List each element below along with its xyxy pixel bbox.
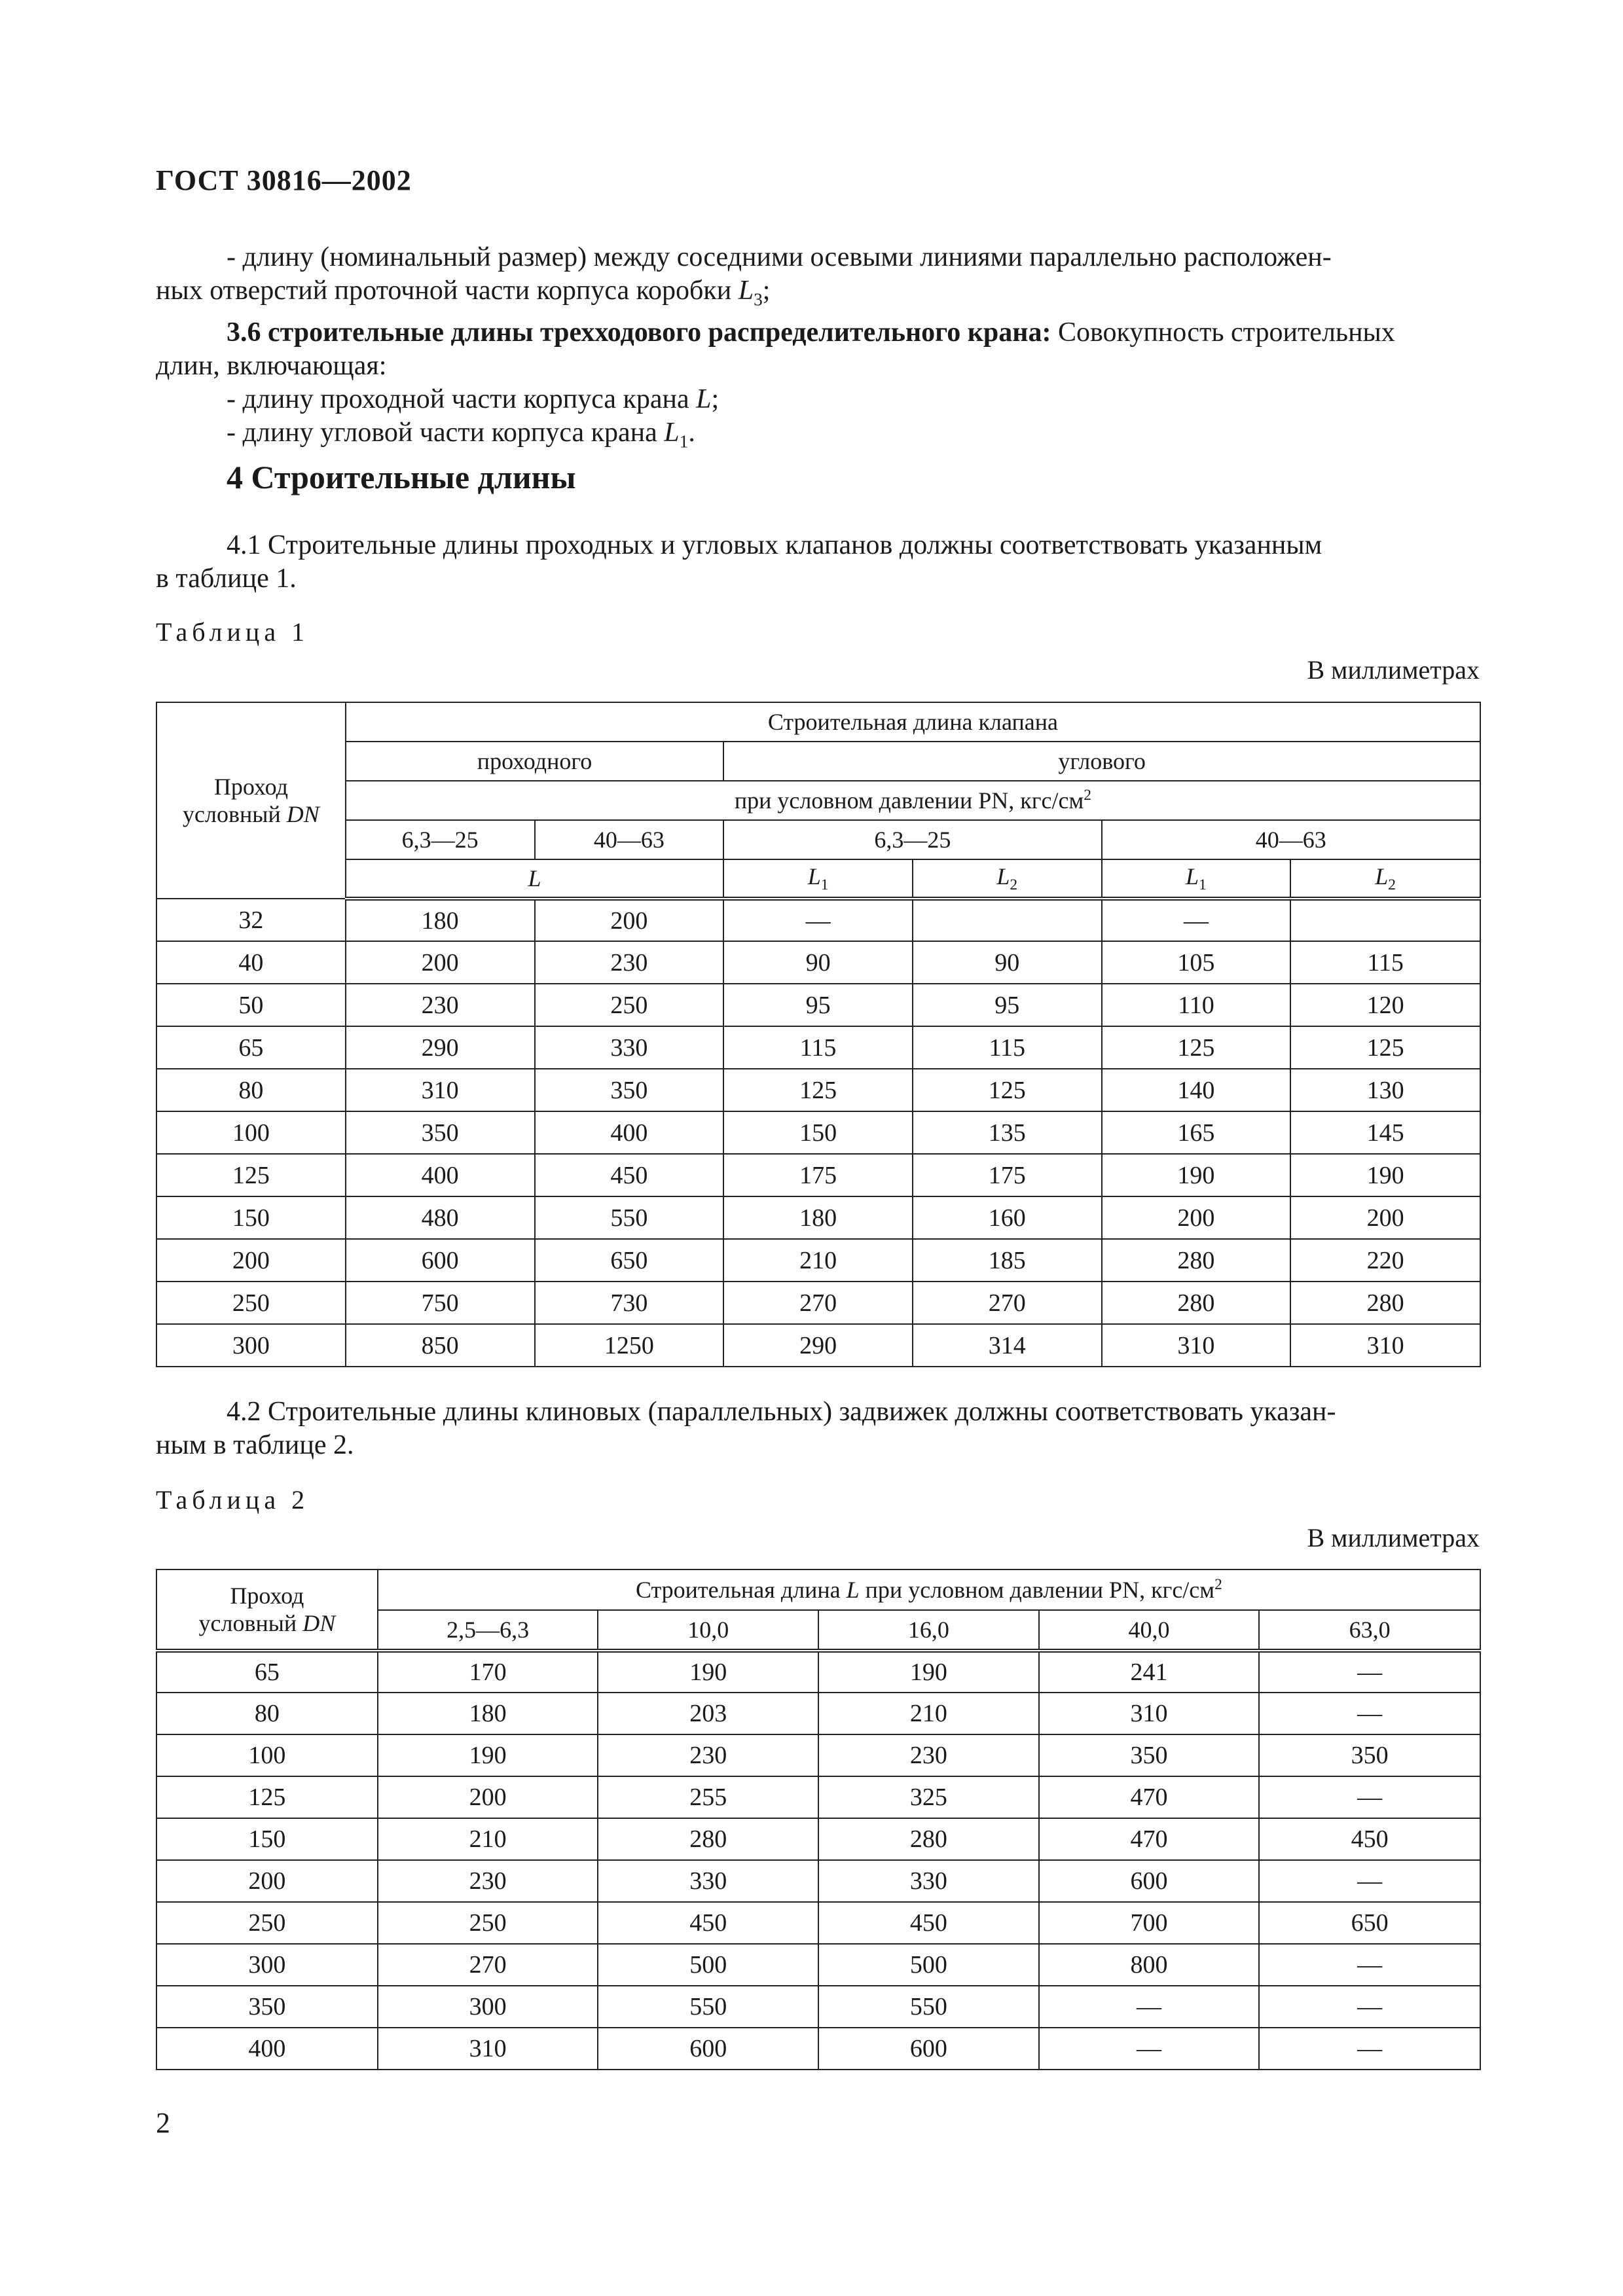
table2-cell: 700	[1039, 1902, 1260, 1944]
table1-cell: 40	[156, 941, 346, 984]
table2-cell: 400	[156, 2028, 378, 2070]
table1-group-title: Строительная длина клапана	[346, 702, 1480, 742]
table1-row	[156, 984, 1480, 1026]
table2-cell: 125	[156, 1776, 378, 1818]
item-l3-line2: ных отверстий проточной части корпуса коробки $L_3$;	[156, 276, 771, 310]
definition-3-6: 3.6 строительные длины трехходового распределительного крана: Совокупность строительных	[227, 317, 1395, 348]
table2-cell: —	[1259, 1860, 1480, 1902]
table1-row	[156, 1111, 1480, 1154]
table1-cell: 135	[913, 1111, 1102, 1154]
table1-cell: 400	[346, 1154, 535, 1196]
table2-cell: —	[1259, 1986, 1480, 2028]
table2-cell: —	[1039, 1986, 1260, 2028]
table1-sym-l2: $L_2$	[1290, 859, 1480, 899]
table1-cell: 110	[1102, 984, 1291, 1026]
table2-cell: 210	[378, 1818, 598, 1860]
table2-pressure: 63,0	[1259, 1610, 1480, 1651]
table2-cell: 170	[378, 1651, 598, 1693]
table1-cell: 350	[535, 1069, 724, 1111]
table2-cell: 600	[598, 2028, 818, 2070]
table2-cell: 80	[156, 1693, 378, 1734]
item-l3-line1: - длину (номинальный размер) между соседними осевыми линиями параллельно расположен-	[227, 242, 1332, 272]
table1-cell: 1250	[535, 1324, 724, 1367]
table1-cell: 130	[1290, 1069, 1480, 1111]
table1-row	[156, 1026, 1480, 1069]
table2-row	[156, 1944, 1480, 1986]
table1-row	[156, 1324, 1480, 1367]
table1-cell: 480	[346, 1196, 535, 1239]
table1-cell: 290	[723, 1324, 913, 1367]
table1-cell: 150	[156, 1196, 346, 1239]
table1-cell: 650	[535, 1239, 724, 1282]
table2-cell: 310	[378, 2028, 598, 2070]
table2-row	[156, 1776, 1480, 1818]
table1-cell: 270	[913, 1282, 1102, 1324]
table1-cell: 150	[723, 1111, 913, 1154]
table2-cell: 230	[598, 1734, 818, 1776]
table1-cell: 450	[535, 1154, 724, 1196]
table2-cell: 280	[818, 1818, 1039, 1860]
table1-row	[156, 941, 1480, 984]
table1-row	[156, 1282, 1480, 1324]
table2-cell: 190	[378, 1734, 598, 1776]
table1-cell: 300	[156, 1324, 346, 1367]
table2-cell: 650	[1259, 1902, 1480, 1944]
table2-cell: 200	[156, 1860, 378, 1902]
table1-cell: 65	[156, 1026, 346, 1069]
table2-cell: —	[1259, 1944, 1480, 1986]
table1-cell	[1290, 899, 1480, 941]
table1-cell: 314	[913, 1324, 1102, 1367]
table2-row	[156, 1986, 1480, 2028]
table2-cell: —	[1259, 1693, 1480, 1734]
table2-cell: 600	[818, 2028, 1039, 2070]
table2-cell: 241	[1039, 1651, 1260, 1693]
table2-cell: 330	[598, 1860, 818, 1902]
table1-cell: 115	[913, 1026, 1102, 1069]
table1-row	[156, 899, 1480, 941]
table2-row	[156, 2028, 1480, 2070]
table2-row	[156, 1651, 1480, 1693]
table2-cell: 230	[818, 1734, 1039, 1776]
table1-cell: 125	[156, 1154, 346, 1196]
table1-cell: 250	[535, 984, 724, 1026]
table2-cell: 550	[818, 1986, 1039, 2028]
table2-cell: 310	[1039, 1693, 1260, 1734]
table2-cell: 300	[156, 1944, 378, 1986]
table1-cell: 280	[1102, 1282, 1291, 1324]
table2-cell: 500	[818, 1944, 1039, 1986]
table1-row	[156, 1154, 1480, 1196]
table1-cell: 175	[723, 1154, 913, 1196]
table1-cell: 310	[346, 1069, 535, 1111]
table2-cell: 600	[1039, 1860, 1260, 1902]
table1-row	[156, 1196, 1480, 1239]
table1-units: В миллиметрах	[1307, 655, 1480, 685]
table1-cell: 190	[1290, 1154, 1480, 1196]
table2-row	[156, 1818, 1480, 1860]
table2-cell: 180	[378, 1693, 598, 1734]
table1-cell: 100	[156, 1111, 346, 1154]
table2-cell: 210	[818, 1693, 1039, 1734]
table1-cell: 200	[535, 899, 724, 941]
table2-cell: 325	[818, 1776, 1039, 1818]
table1-cell: 175	[913, 1154, 1102, 1196]
table2-pressure: 2,5—6,3	[378, 1610, 598, 1651]
table2-cell: 280	[598, 1818, 818, 1860]
paragraph-4-1: 4.1 Строительные длины проходных и угловых клапанов должны соответствовать указанным в таблице 1.	[156, 530, 1322, 594]
table2	[156, 1569, 1481, 2070]
table1-cell: 200	[156, 1239, 346, 1282]
table1-cell: 310	[1102, 1324, 1291, 1367]
table2-row	[156, 1860, 1480, 1902]
table1-cell: 125	[1290, 1026, 1480, 1069]
table2-cell: 250	[156, 1902, 378, 1944]
page-number: 2	[156, 2107, 170, 2139]
table1-cell: 50	[156, 984, 346, 1026]
table2-col-dn: Проход условный DN	[156, 1570, 378, 1651]
table1-caption: Таблица 1	[156, 617, 310, 647]
table2-pressure: 40,0	[1039, 1610, 1260, 1651]
table1-cell: 250	[156, 1282, 346, 1324]
table1-cell: 160	[913, 1196, 1102, 1239]
item-l: - длину проходной части корпуса крана L;	[227, 384, 720, 415]
table2-cell: 300	[378, 1986, 598, 2028]
table1-cell: 220	[1290, 1239, 1480, 1282]
intro-block	[156, 241, 1480, 459]
table2-cell: 255	[598, 1776, 818, 1818]
table1-cell: 200	[1102, 1196, 1291, 1239]
table1-pressure-label: при условном давлении PN, кгс/$см^2$	[346, 781, 1480, 820]
table1-cell: 90	[913, 941, 1102, 984]
table1-cell: 230	[535, 941, 724, 984]
table2-pressure: 10,0	[598, 1610, 818, 1651]
table2-cell: —	[1259, 1776, 1480, 1818]
table1-cell: 400	[535, 1111, 724, 1154]
table1-cell: 200	[346, 941, 535, 984]
table2-cell: —	[1259, 1651, 1480, 1693]
table1-cell: 125	[723, 1069, 913, 1111]
table1-cell: 230	[346, 984, 535, 1026]
table1-cell: 125	[913, 1069, 1102, 1111]
table1-cell: 115	[1290, 941, 1480, 984]
table1-cell: 730	[535, 1282, 724, 1324]
table1-cell: 165	[1102, 1111, 1291, 1154]
table1-cell: 350	[346, 1111, 535, 1154]
table1-cell: 270	[723, 1282, 913, 1324]
table1-cell: 750	[346, 1282, 535, 1324]
table2-units: В миллиметрах	[1307, 1523, 1480, 1552]
table2-row	[156, 1734, 1480, 1776]
table1-cell: 850	[346, 1324, 535, 1367]
table2-row	[156, 1693, 1480, 1734]
table1-cell: 190	[1102, 1154, 1291, 1196]
table1-cell: 90	[723, 941, 913, 984]
table1-cell: 280	[1102, 1239, 1291, 1282]
table1-cell: 280	[1290, 1282, 1480, 1324]
table1-cell: 105	[1102, 941, 1291, 984]
paragraph-4-2: 4.2 Строительные длины клиновых (параллельных) задвижек должны соответствовать указан- ным в таблице 2.	[156, 1397, 1336, 1460]
table2-cell: 150	[156, 1818, 378, 1860]
table1-cell: 200	[1290, 1196, 1480, 1239]
table1-cell: —	[1102, 899, 1291, 941]
table2-cell: 550	[598, 1986, 818, 2028]
table2-cell: 330	[818, 1860, 1039, 1902]
table1-cell: 185	[913, 1239, 1102, 1282]
table2-cell: 190	[598, 1651, 818, 1693]
table1-cell: 95	[723, 984, 913, 1026]
table1-cell: 210	[723, 1239, 913, 1282]
table2-cell: 350	[1259, 1734, 1480, 1776]
table1-cell: 310	[1290, 1324, 1480, 1367]
table1-sym-l1: $L_1$	[723, 859, 913, 899]
table1-pressure-range: 6,3—25	[346, 820, 535, 859]
table1-cell: 32	[156, 899, 346, 941]
table2-row	[156, 1902, 1480, 1944]
table1-cell: 550	[535, 1196, 724, 1239]
table2-cell: 450	[1259, 1818, 1480, 1860]
table1-cell: 140	[1102, 1069, 1291, 1111]
table2-caption: Таблица 2	[156, 1485, 310, 1515]
table1-sym-l1: $L_1$	[1102, 859, 1291, 899]
definition-3-6-cont: длин, включающая:	[156, 351, 387, 382]
table2-pressure: 16,0	[818, 1610, 1039, 1651]
table1-cell: 80	[156, 1069, 346, 1111]
table2-cell: 65	[156, 1651, 378, 1693]
table1-cell: 600	[346, 1239, 535, 1282]
table1-cell: 115	[723, 1026, 913, 1069]
table2-cell: 230	[378, 1860, 598, 1902]
table2-cell: —	[1259, 2028, 1480, 2070]
table1-pressure-range: 40—63	[1102, 820, 1480, 859]
table2-cell: —	[1039, 2028, 1260, 2070]
table1-row	[156, 1069, 1480, 1111]
table1-cell: 125	[1102, 1026, 1291, 1069]
table1-cell	[913, 899, 1102, 941]
table2-cell: 250	[378, 1902, 598, 1944]
table2-cell: 450	[818, 1902, 1039, 1944]
table1-straight: проходного	[346, 742, 723, 781]
table2-cell: 470	[1039, 1818, 1260, 1860]
table2-group-title: Строительная длина L при условном давлении PN, кгс/$см^2$	[378, 1570, 1480, 1610]
table1-sym-l2: $L_2$	[913, 859, 1102, 899]
table1-row	[156, 1239, 1480, 1282]
table1	[156, 702, 1481, 1367]
table1-col-dn: Проход условный DN	[156, 702, 346, 899]
section-heading: 4 Строительные длины	[227, 459, 576, 495]
table1-pressure-range: 40—63	[535, 820, 724, 859]
table1-angle: углового	[723, 742, 1480, 781]
table1-pressure-range: 6,3—25	[723, 820, 1101, 859]
table2-cell: 800	[1039, 1944, 1260, 1986]
table2-cell: 270	[378, 1944, 598, 1986]
item-l1: - длину угловой части корпуса крана $L_1$.	[227, 418, 695, 452]
table1-cell: 180	[346, 899, 535, 941]
table2-cell: 190	[818, 1651, 1039, 1693]
table1-cell: 145	[1290, 1111, 1480, 1154]
table2-cell: 350	[1039, 1734, 1260, 1776]
table1-cell: —	[723, 899, 913, 941]
table2-cell: 203	[598, 1693, 818, 1734]
table2-cell: 450	[598, 1902, 818, 1944]
table2-cell: 500	[598, 1944, 818, 1986]
table1-cell: 95	[913, 984, 1102, 1026]
table1-cell: 120	[1290, 984, 1480, 1026]
table1-cell: 180	[723, 1196, 913, 1239]
table2-cell: 350	[156, 1986, 378, 2028]
table1-sym-l: L	[346, 859, 723, 899]
table1-cell: 330	[535, 1026, 724, 1069]
table2-cell: 470	[1039, 1776, 1260, 1818]
table2-cell: 200	[378, 1776, 598, 1818]
table1-cell: 290	[346, 1026, 535, 1069]
table2-cell: 100	[156, 1734, 378, 1776]
document-code: ГОСТ 30816—2002	[156, 164, 412, 196]
